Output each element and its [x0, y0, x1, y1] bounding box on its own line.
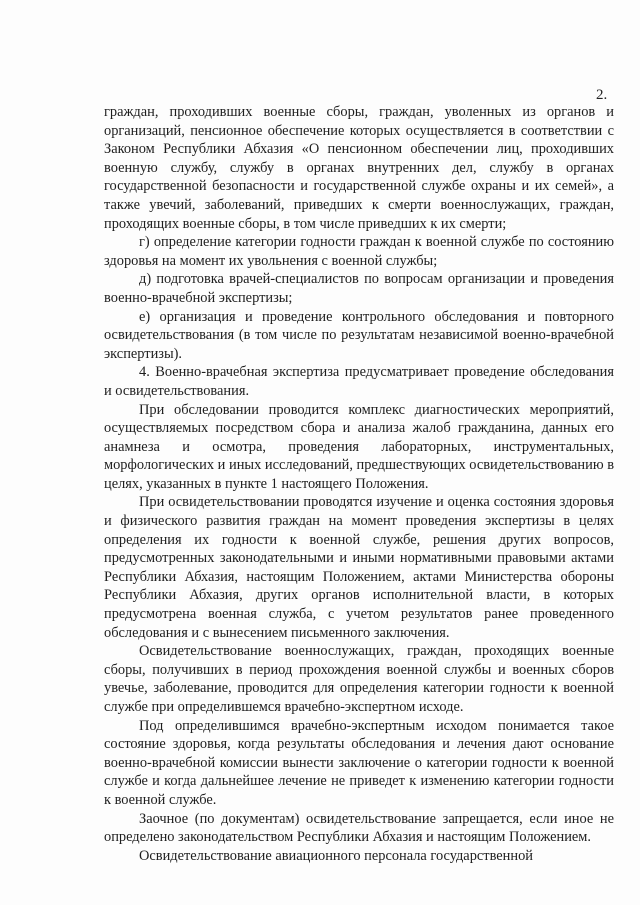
paragraph-aviation-personnel: Освидетельствование авиационного персонала государственной	[139, 847, 533, 864]
paragraph-item-d: д) подготовка врачей-специалистов по вопросам организации и проведения военно-врачебной экспертизы;	[104, 271, 614, 306]
document-body	[104, 103, 614, 865]
paragraph-item-e: е) организация и проведение контрольного обследования и повторного освидетельствования (в том числе по результатам независимой военно-врачебной экспертизы).	[104, 308, 614, 362]
page-number: 2.	[596, 87, 608, 103]
paragraph-item-g: г) определение категории годности граждан к военной службе по состоянию здоровья на момент их увольнения с военной службы;	[104, 234, 614, 269]
paragraph-continuation: граждан, проходивших военные сборы, граждан, уволенных из органов и организаций, пенсионное обеспечение которых осуществляется в соответствии с Законом Республики Абхазия «О пенсионном обеспечении лиц, проходивших военную службу, службу в органах внутренних дел, службу в органах государственной безопасности и государственной службе охраны и их семей», а также увечий, заболеваний, приведших к смерти военнослужащих, граждан, проходящих военные сборы, в том числе приведших к их смерти;	[104, 104, 614, 232]
paragraph-absentee-certification: Заочное (по документам) освидетельствование запрещается, если иное не определено законодательством Республики Абхазия и настоящим Положением.	[104, 810, 614, 846]
paragraph-expert-outcome: Под определившимся врачебно-экспертным исходом понимается такое состояние здоровья, когда результаты обследования и лечения дают основание военно-врачебной комиссии вынести заключение о категории годности к военной службе и когда дальнейшее лечение не приведет к изменению категории годности к военной службе.	[104, 717, 614, 808]
paragraph-examination: При обследовании проводится комплекс диагностических мероприятий, осуществляемых посредством сбора и анализа жалоб гражданина, данных его анамнеза и осмотра, проведения лабораторных, инструментальных, морфологических и иных исследований, предшествующих освидетельствованию в целях, указанных в пункте 1 настоящего Положения.	[104, 401, 614, 492]
paragraph-certification: При освидетельствовании проводятся изучение и оценка состояния здоровья и физического развития граждан на момент проведения экспертизы в целях определения их годности к военной службе, решения других вопросов, предусмотренных законодательными и иными нормативными правовыми актами Республики Абхазия, настоящим Положением, актами Министерства обороны Республики Абхазия, других органов исполнительной власти, в которых предусмотрена военная служба, с учетом результатов ранее проведенного обследования и с вынесением письменного заключения.	[104, 494, 614, 641]
paragraph-section-4: 4. Военно-врачебная экспертиза предусматривает проведение обследования и освидетельствования.	[104, 364, 614, 399]
paragraph-servicemen-certification: Освидетельствование военнослужащих, граждан, проходящих военные сборы, получивших в период прохождения военной службы и военных сборов увечье, заболевание, проводится для определения категории годности к военной службе при определившемся врачебно-экспертном исходе.	[104, 643, 614, 715]
